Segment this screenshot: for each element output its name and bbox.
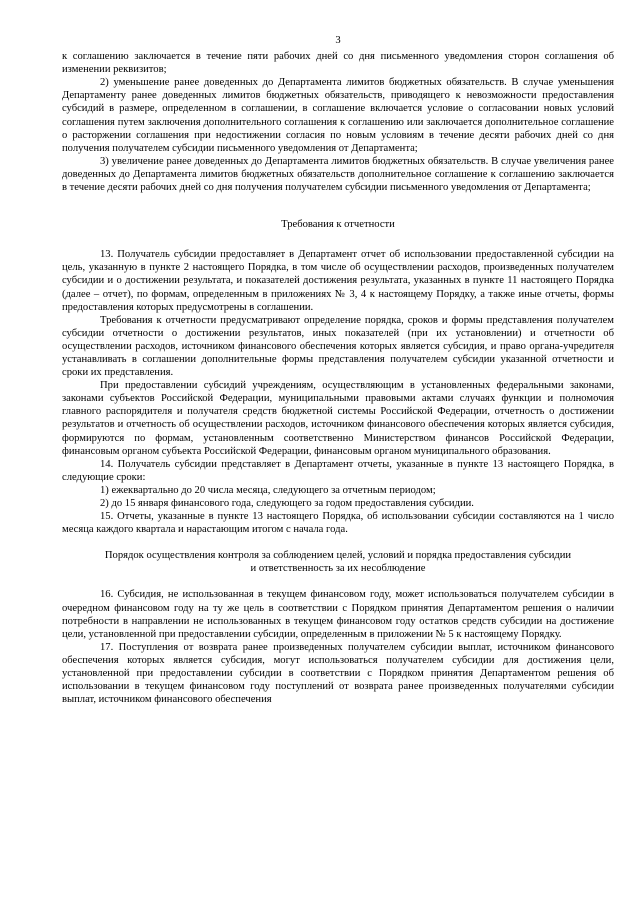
paragraph-item-3-increase-limits: 3) увеличение ранее доведенных до Департамента лимитов бюджетных обязательств. В случае увеличения ранее доведенных до Департамента лимитов бюджетных обязательств дополнительное соглашение к соглашению заключается в течение десяти рабочих дней со дня получения получателем субсидии письменного уведомления от Департамента; <box>62 155 614 194</box>
paragraph-13: 13. Получатель субсидии предоставляет в Департамент отчет об использовании предоставленной субсидии на цель, указанную в пункте 2 настоящего Порядка, в том числе об осуществлении расходов, произведенных получателем субсидии и о достижении результата, и показателей достижения результата, указанных в пункте 11 настоящего Порядка (далее – отчет), по формам, определенным в приложениях № 3, 4 к настоящему Порядку, а также иные отчеты, формы предоставления которых предусмотрены в соглашении. <box>62 249 614 313</box>
paragraph-14-item-2: 2) до 15 января финансового года, следующего за годом предоставления субсидии. <box>100 498 474 509</box>
paragraph-16: 16. Субсидия, не использованная в текущем финансовом году, может использоваться получателем субсидии в очередном финансовом году на ту же цель в соответствии с Порядком принятия Департаментом решения о наличии потребности в направлении не использованных в текущем финансовом году остатков средств субсидии на достижение цели, установленной при предоставлении субсидии, определенным в приложении № 5 к настоящему Порядку. <box>62 589 614 640</box>
paragraph-14: 14. Получатель субсидии представляет в Департамент отчеты, указанные в пункте 13 настоящего Порядка, в следующие сроки: <box>62 458 614 483</box>
paragraph-14-item-1: 1) ежеквартально до 20 числа месяца, следующего за отчетным периодом; <box>100 484 436 496</box>
paragraph-continuation: к соглашению заключается в течение пяти рабочих дней со дня письменного уведомления сторон соглашения об изменении реквизитов; <box>62 51 614 76</box>
paragraph-15: 15. Отчеты, указанные в пункте 13 настоящего Порядка, об использовании субсидии составляются на 1 число месяца каждого квартала и нарастающим итогом с начала года. <box>62 511 614 536</box>
paragraph-item-2-decrease-limits: 2) уменьшение ранее доведенных до Департамента лимитов бюджетных обязательств. В случае уменьшения Департаменту ранее доведенных лимитов бюджетных обязательств, приводящего к невозможности предоставления субсидий в размере, определенном в соглашении, в соглашение включается условие о согласовании новых условий соглашения путем заключения дополнительного соглашения к соглашению или заключается дополнительное соглашение о расторжении соглашения при недостижении согласия по новым условиям в течение десяти рабочих дней со дня получения получателем субсидии письменного уведомления от Департамента; <box>62 77 614 154</box>
section-title-control: Порядок осуществления контроля за соблюдением целей, условий и порядка предоставления субсидии и ответственность за их несоблюдение <box>104 550 572 575</box>
page-number: 3 <box>335 35 341 46</box>
paragraph-17: 17. Поступления от возврата ранее произведенных получателем субсидии выплат, источником финансового обеспечения которых является субсидия, могут использоваться получателем субсидии для достижения цели, установленной при предоставлении субсидии в соответствии с Порядком принятия Департаментом решения об использовании в текущем финансовом году поступлений от возврата ранее произведенных получателями субсидии выплат, источником финансового обеспечения <box>62 641 614 706</box>
paragraph-institutions-reporting: При предоставлении субсидий учреждениям, осуществляющим в установленных федеральными законами, законами субъектов Российской Федерации, муниципальными правовыми актами случаях функции и полномочия главного распорядителя и получателя средств бюджетной системы Российской Федерации, отчетность о достижении результатов и отчетность об осуществлении расходов, источником финансового обеспечения которых является субсидия, формируются по формам, установленным соответственно Министерством финансов Российской Федерации, финансовым органом субъекта Российской Федерации, финансовым органом муниципального образования. <box>62 380 614 457</box>
section-title-reporting: Требования к отчетности <box>281 219 395 231</box>
paragraph-reporting-requirements: Требования к отчетности предусматривают определение порядка, сроков и формы представления получателем субсидии отчетности о достижении результатов, иных показателей (при их установлении) и отчетности об осуществлении расходов, источником финансового обеспечения которых является субсидия, и право органа-учредителя устанавливать в соглашении дополнительные формы представления получателем субсидии указанной отчетности и сроки их представления. <box>62 314 614 379</box>
